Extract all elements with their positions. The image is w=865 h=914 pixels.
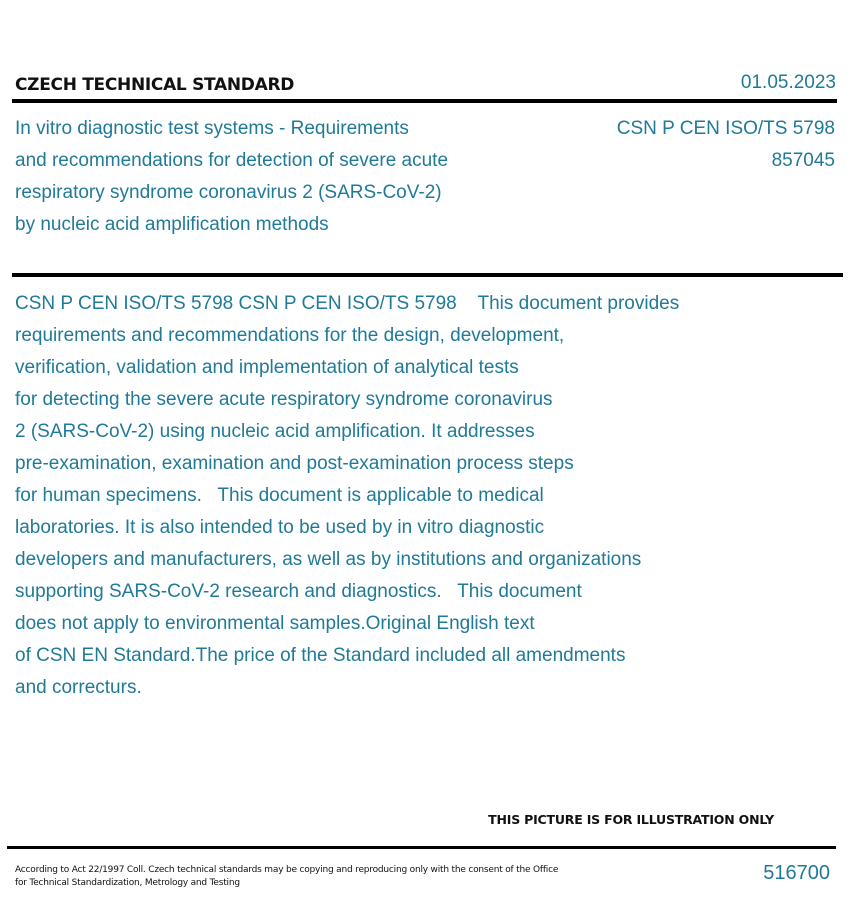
standard-title-line: by nucleic acid amplification methods bbox=[15, 214, 329, 235]
standard-title-line: respiratory syndrome coronavirus 2 (SARS-CoV-2) bbox=[15, 182, 442, 203]
description-line: does not apply to environmental samples.Original English text bbox=[15, 613, 535, 634]
description-line: supporting SARS-CoV-2 research and diagnostics. This document bbox=[15, 581, 582, 602]
standard-title-line: and recommendations for detection of severe acute bbox=[15, 150, 449, 171]
header-title: CZECH TECHNICAL STANDARD bbox=[15, 75, 295, 95]
footer-number: 516700 bbox=[763, 862, 830, 884]
publication-date: 01.05.2023 bbox=[740, 72, 836, 93]
description-line: of CSN EN Standard.The price of the Standard included all amendments bbox=[15, 645, 626, 666]
legal-notice-line: According to Act 22/1997 Coll. Czech technical standards may be copying and reproducing only with the consent of the Office bbox=[15, 865, 559, 875]
description-line: verification, validation and implementation of analytical tests bbox=[15, 357, 519, 378]
description-line: 2 (SARS-CoV-2) using nucleic acid amplification. It addresses bbox=[15, 421, 535, 442]
description-line: pre-examination, examination and post-examination process steps bbox=[15, 453, 574, 474]
standard-code: CSN P CEN ISO/TS 5798 bbox=[616, 118, 835, 139]
footer-divider bbox=[7, 846, 836, 849]
legal-notice bbox=[15, 864, 595, 890]
standard-title bbox=[15, 113, 535, 241]
description-line: requirements and recommendations for the design, development, bbox=[15, 325, 565, 346]
illustration-note: THIS PICTURE IS FOR ILLUSTRATION ONLY bbox=[488, 812, 774, 827]
description-line: laboratories. It is also intended to be used by in vitro diagnostic bbox=[15, 517, 545, 538]
description bbox=[15, 288, 835, 704]
title-divider bbox=[12, 273, 843, 277]
legal-notice-line: for Technical Standardization, Metrology and Testing bbox=[15, 878, 240, 888]
description-line: developers and manufacturers, as well as by institutions and organizations bbox=[15, 549, 642, 570]
standard-title-line: In vitro diagnostic test systems - Requirements bbox=[15, 118, 409, 139]
description-line: for detecting the severe acute respiratory syndrome coronavirus bbox=[15, 389, 553, 410]
description-line: CSN P CEN ISO/TS 5798 CSN P CEN ISO/TS 5798 This document provides bbox=[15, 293, 680, 314]
catalog-number: 857045 bbox=[771, 150, 835, 171]
description-line: and correcturs. bbox=[15, 677, 142, 698]
header-divider bbox=[12, 99, 837, 103]
description-line: for human specimens. This document is applicable to medical bbox=[15, 485, 544, 506]
standard-codes bbox=[617, 113, 835, 177]
